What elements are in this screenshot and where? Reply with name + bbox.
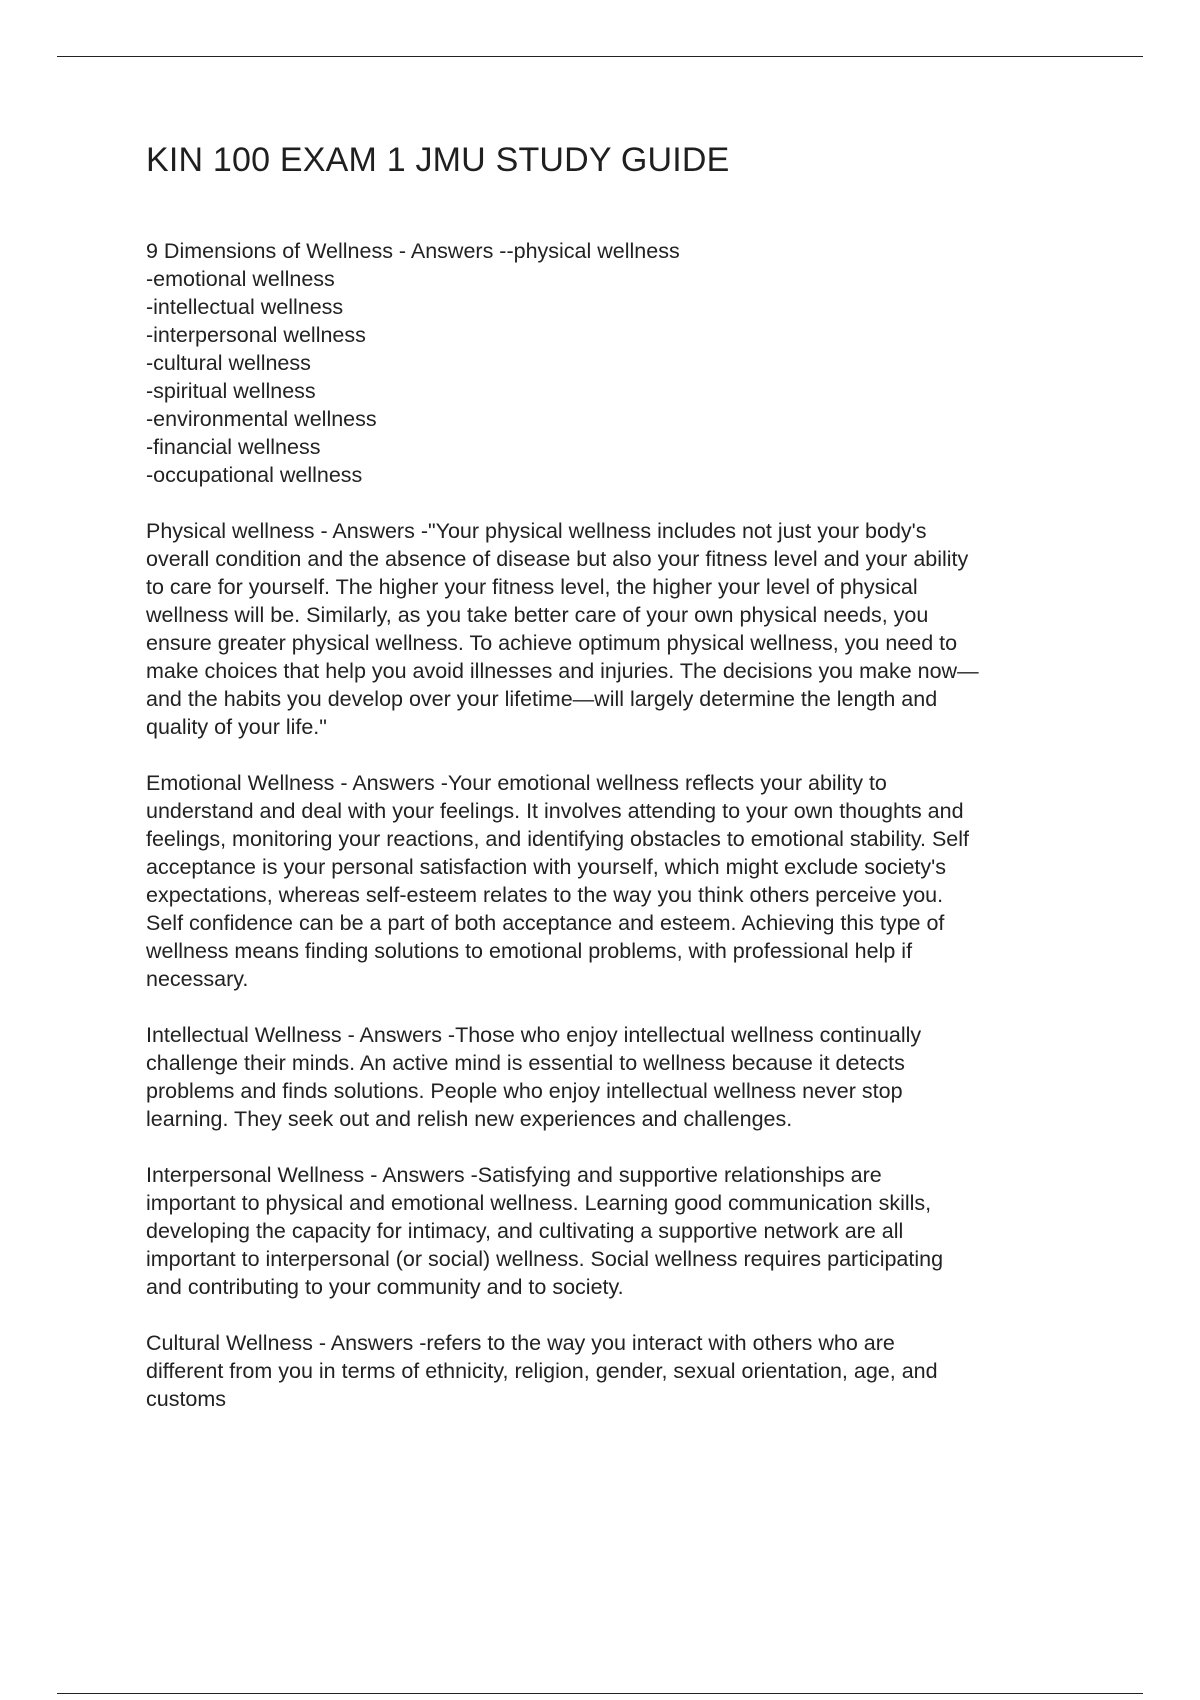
document-body: [146, 140, 1096, 1441]
page-title: KIN 100 EXAM 1 JMU STUDY GUIDE: [146, 141, 730, 179]
entry-dimensions-of-wellness: 9 Dimensions of Wellness - Answers --physical wellness -emotional wellness -intellectual wellness -interpersonal wellness -cultural wellness -spiritual wellness -environmental wellness -financial wellness -occupational wellness: [146, 238, 680, 487]
bottom-divider: [57, 1693, 1143, 1694]
entry-physical-wellness: Physical wellness - Answers -"Your physical wellness includes not just your body's overall condition and the absence of disease but also your fitness level and your ability to care for yourself. The higher your fitness level, the higher your level of physical wellness will be. Similarly, as you take better care of your own physical needs, you ensure greater physical wellness. To achieve optimum physical wellness, you need to make choices that help you avoid illnesses and injuries. The decisions you make now— and the habits you develop over your lifetime—will largely determine the length and quality of your life.": [146, 518, 979, 739]
top-divider: [57, 56, 1143, 57]
entry-cultural-wellness: Cultural Wellness - Answers -refers to the way you interact with others who are different from you in terms of ethnicity, religion, gender, sexual orientation, age, and customs: [146, 1330, 938, 1411]
entry-intellectual-wellness: Intellectual Wellness - Answers -Those who enjoy intellectual wellness continually challenge their minds. An active mind is essential to wellness because it detects problems and finds solutions. People who enjoy intellectual wellness never stop learning. They seek out and relish new experiences and challenges.: [146, 1022, 922, 1131]
entry-interpersonal-wellness: Interpersonal Wellness - Answers -Satisfying and supportive relationships are important to physical and emotional wellness. Learning good communication skills, developing the capacity for intimacy, and cultivating a supportive network are all important to interpersonal (or social) wellness. Social wellness requires participating and contributing to your community and to society.: [146, 1162, 944, 1299]
entry-emotional-wellness: Emotional Wellness - Answers -Your emotional wellness reflects your ability to understand and deal with your feelings. It involves attending to your own thoughts and feelings, monitoring your reactions, and identifying obstacles to emotional stability. Self acceptance is your personal satisfaction with yourself, which might exclude society's expectations, whereas self-esteem relates to the way you think others perceive you. Self confidence can be a part of both acceptance and esteem. Achieving this type of wellness means finding solutions to emotional problems, with professional help if necessary.: [146, 770, 970, 991]
